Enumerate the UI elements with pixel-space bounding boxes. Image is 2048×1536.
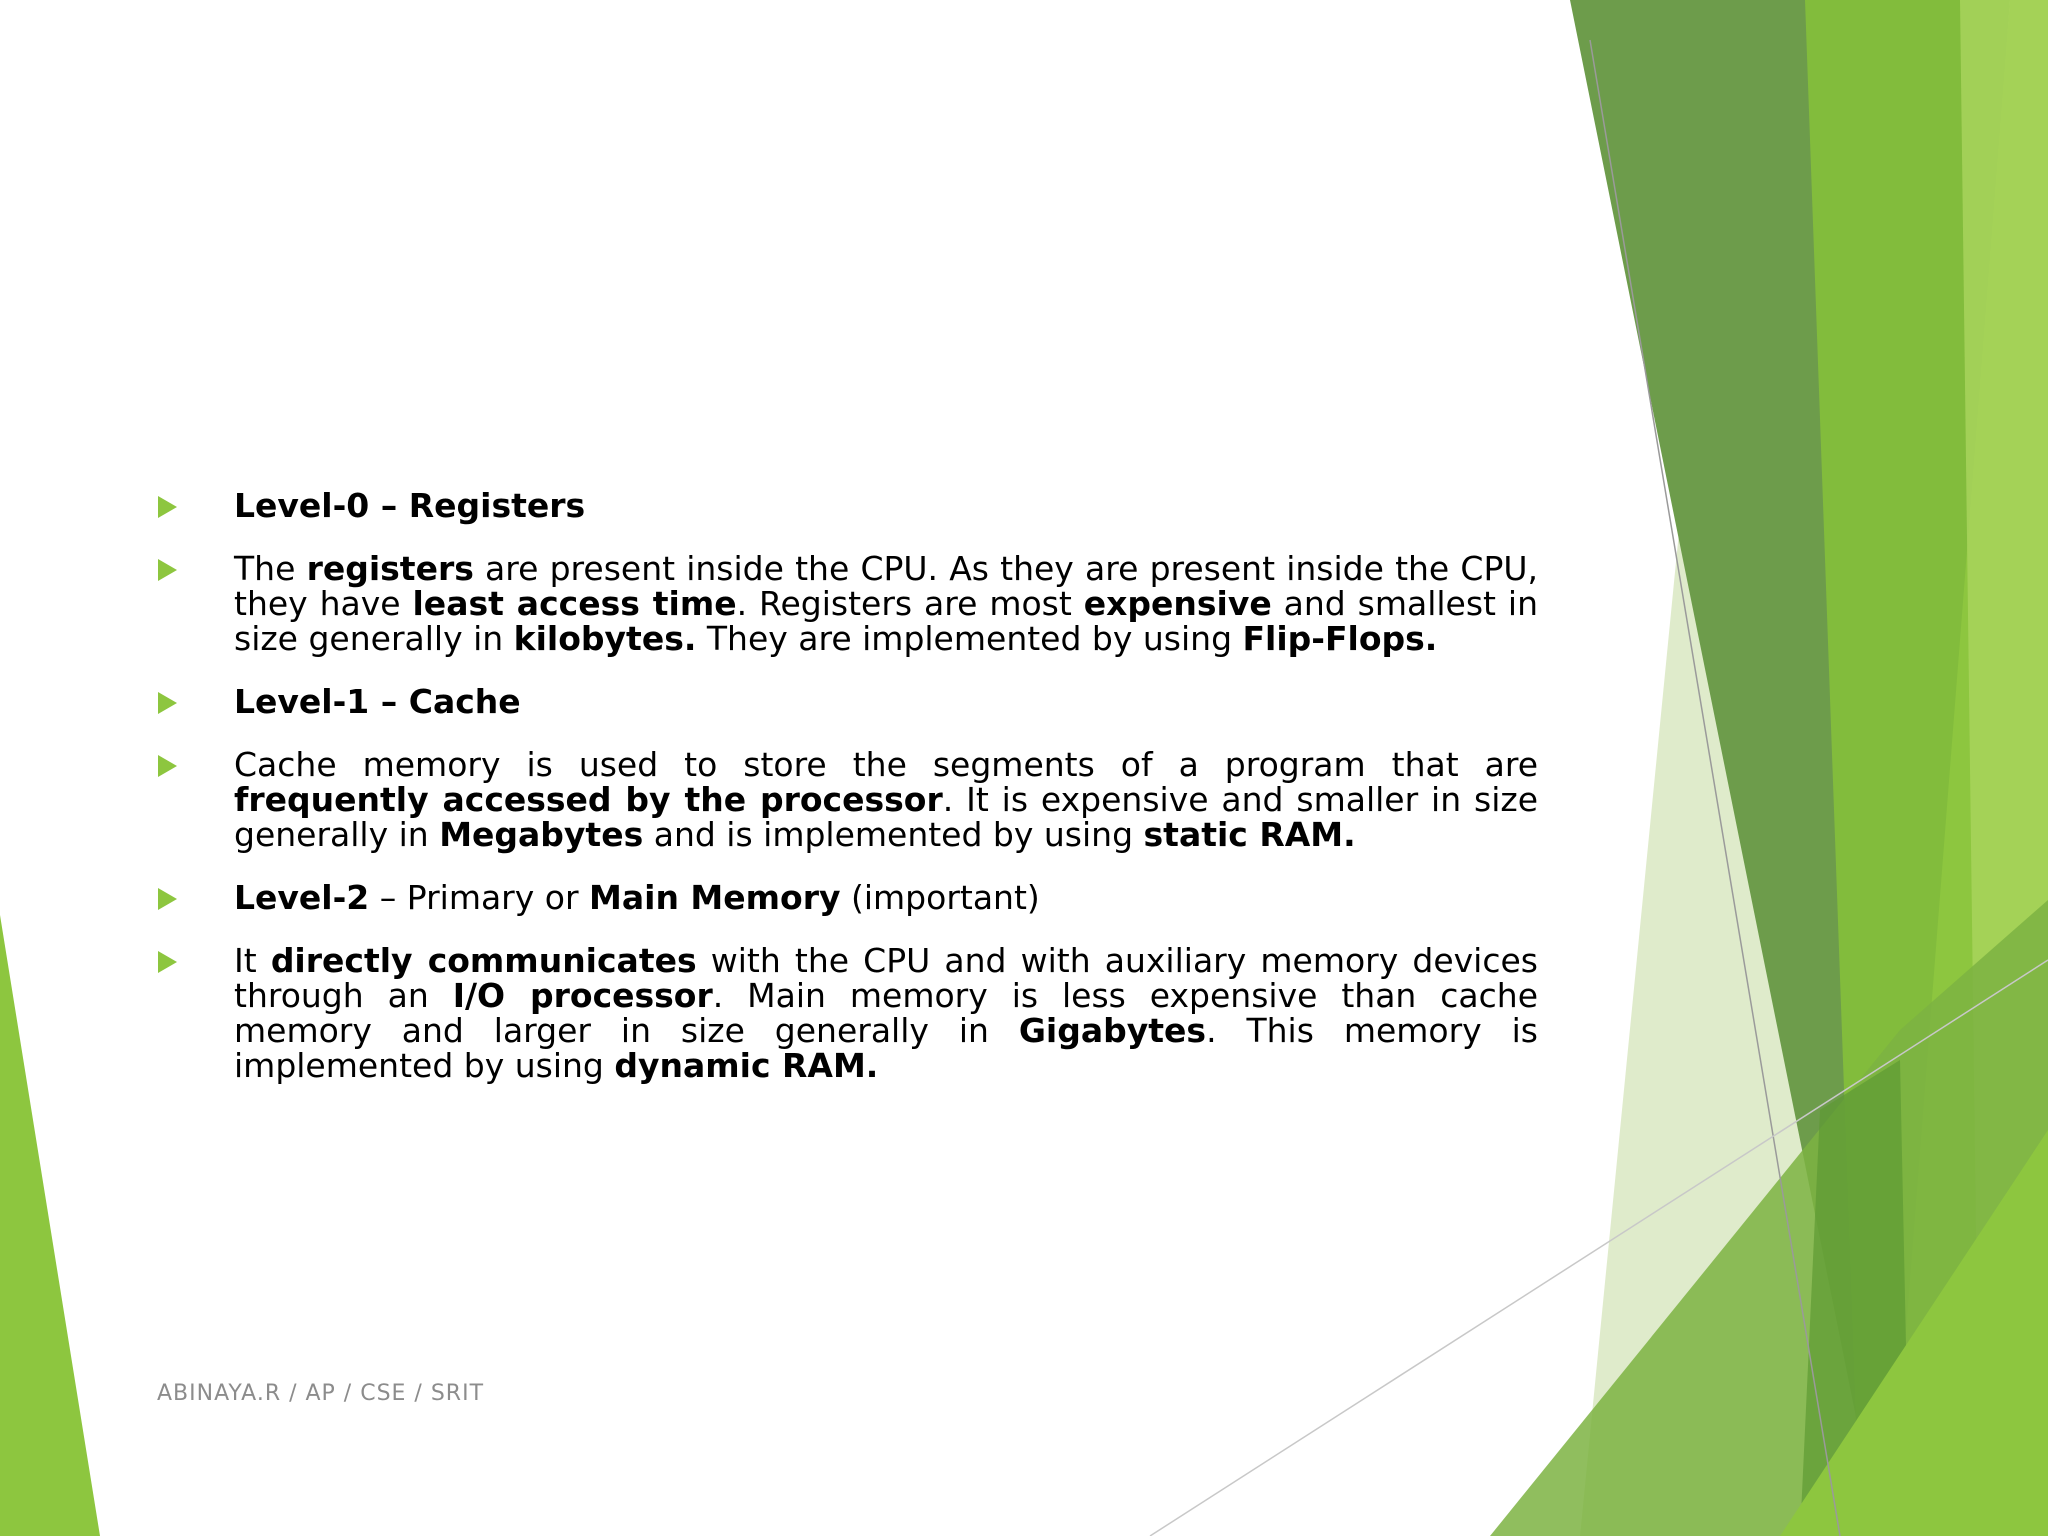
bold-text-segment: Main Memory (589, 878, 841, 917)
bold-text-segment: Level-1 – Cache (234, 682, 521, 721)
text-segment: The (234, 549, 307, 588)
bullet-arrow-icon (158, 496, 177, 518)
left-green-sliver (0, 915, 100, 1536)
bullet-list (154, 488, 1538, 1111)
text-segment: are present inside the CPU. As they are present inside the CPU, they have (234, 549, 1538, 623)
text-segment: – Primary or (369, 878, 590, 917)
bullet-text (234, 549, 1538, 658)
text-segment: . It is expensive and smaller in size generally in (234, 780, 1539, 854)
bold-text-segment: registers (306, 549, 474, 588)
bold-text-segment: Megabytes (439, 815, 644, 854)
bold-text-segment: Level-0 – Registers (234, 486, 586, 525)
bullet-text (234, 745, 1538, 854)
bullet-arrow-icon (158, 888, 177, 910)
text-segment: . This memory is implemented by using (234, 1011, 1538, 1085)
bold-text-segment: I/O processor (452, 976, 713, 1015)
bold-text-segment: Gigabytes (1018, 1011, 1207, 1050)
slide-footer: ABINAYA.R / AP / CSE / SRIT (157, 1381, 485, 1406)
bullet-arrow-icon (158, 692, 177, 714)
bold-text-segment: static RAM. (1143, 815, 1356, 854)
bullet-text (234, 878, 1040, 917)
bullet-text (234, 682, 521, 721)
bullet-main-memory-description (154, 943, 1538, 1083)
bullet-arrow-icon (158, 951, 177, 973)
bold-text-segment: dynamic RAM. (614, 1046, 879, 1085)
text-segment: (important) (840, 878, 1040, 917)
bullet-registers-description (154, 551, 1538, 656)
bullet-level-2-heading (154, 880, 1538, 915)
bold-text-segment: least access time (412, 584, 737, 623)
bullet-level-0-heading (154, 488, 1538, 523)
bold-text-segment: expensive (1083, 584, 1272, 623)
text-segment: It (234, 941, 271, 980)
bold-text-segment: directly communicates (270, 941, 697, 980)
bold-text-segment: kilobytes. (513, 619, 697, 658)
bullet-cache-description (154, 747, 1538, 852)
bold-text-segment: Flip-Flops. (1242, 619, 1438, 658)
bullet-text (234, 486, 585, 525)
text-segment: . Main memory is less expensive than cache memory and larger in size generally in (234, 976, 1539, 1050)
text-segment: and smallest in size generally in (234, 584, 1538, 658)
text-segment: They are implemented by using (696, 619, 1243, 658)
text-segment: and is implemented by using (643, 815, 1144, 854)
bold-text-segment: frequently accessed by the processor (234, 780, 943, 819)
bullet-level-1-heading (154, 684, 1538, 719)
text-segment: . Registers are most (736, 584, 1084, 623)
bullet-text (234, 941, 1538, 1085)
text-segment: with the CPU and with auxiliary memory devices through an (234, 941, 1538, 1015)
bold-text-segment: Level-2 (234, 878, 370, 917)
bullet-arrow-icon (158, 755, 177, 777)
bullet-arrow-icon (158, 559, 177, 581)
text-segment: Cache memory is used to store the segments of a program that are (234, 745, 1538, 784)
